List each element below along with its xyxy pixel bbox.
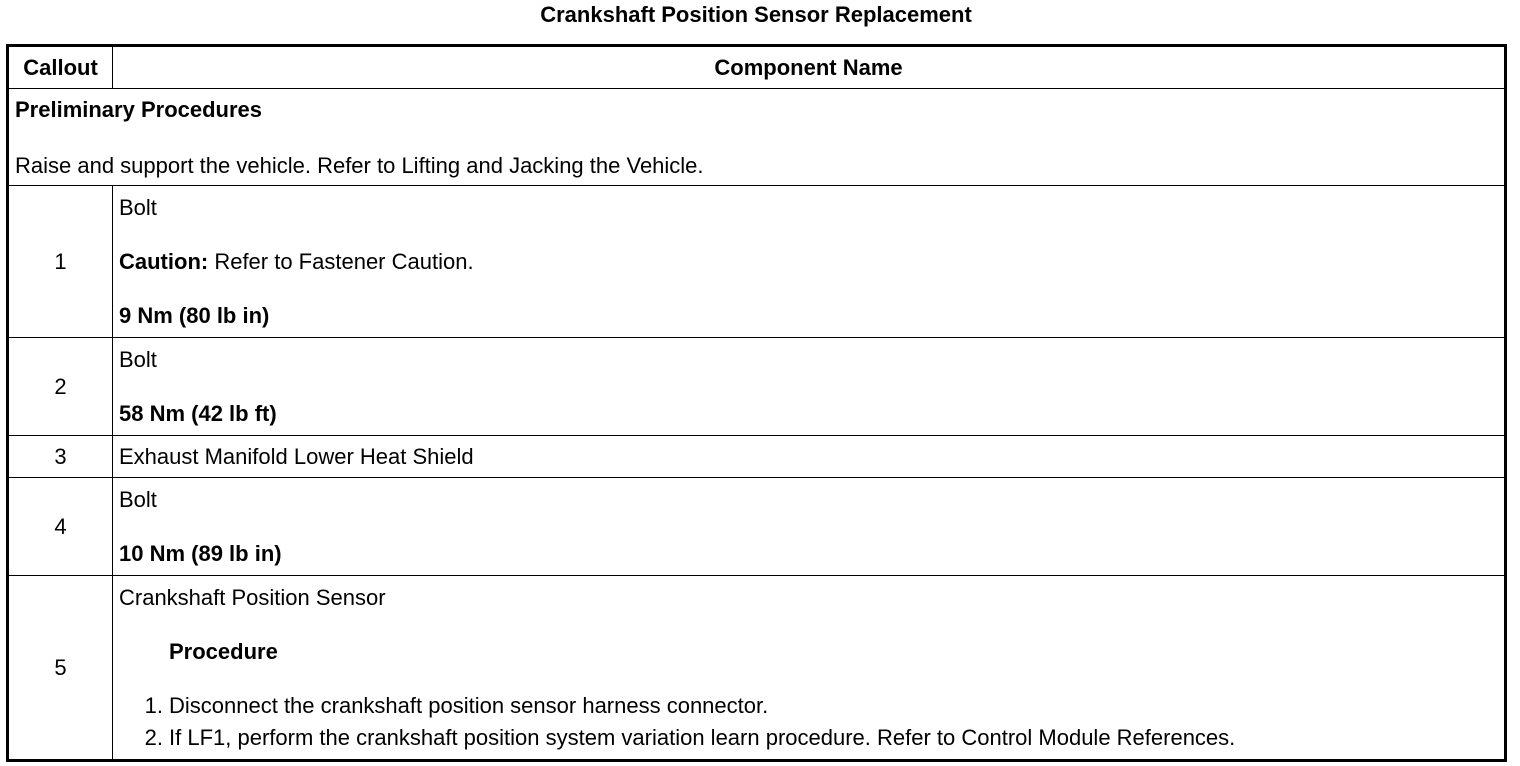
torque-spec: 9 Nm (80 lb in) (119, 302, 270, 328)
callout-header: Callout (8, 46, 113, 89)
component-cell (113, 576, 1506, 761)
component-name: Crankshaft Position Sensor (119, 584, 386, 610)
header-row (8, 46, 1506, 89)
step-text: If LF1, perform the crankshaft position system variation learn procedure. Refer to Control Module References. (169, 724, 1236, 750)
callout-cell: 4 (8, 478, 113, 576)
preliminary-row (8, 89, 1506, 186)
component-cell (113, 338, 1506, 436)
component-name: Exhaust Manifold Lower Heat Shield (119, 443, 474, 469)
torque-spec: 10 Nm (89 lb in) (119, 540, 282, 566)
callout-cell: 2 (8, 338, 113, 436)
page-title: Crankshaft Position Sensor Replacement (540, 2, 972, 27)
component-cell (113, 436, 1506, 478)
step-number: 1. (144, 692, 163, 718)
component-table (6, 44, 1507, 762)
component-cell (113, 186, 1506, 338)
component-name: Bolt (119, 346, 157, 372)
component-name: Bolt (119, 194, 157, 220)
caution-text: Refer to Fastener Caution. (208, 248, 474, 274)
torque-spec: 58 Nm (42 lb ft) (119, 400, 277, 426)
preliminary-heading: Preliminary Procedures (15, 97, 263, 122)
procedure-step (119, 693, 1498, 719)
component-name: Bolt (119, 486, 157, 512)
table-row (8, 478, 1506, 576)
callout-cell: 1 (8, 186, 113, 338)
component-name-header: Component Name (113, 46, 1506, 89)
component-cell (113, 478, 1506, 576)
table-row (8, 186, 1506, 338)
table-row (8, 576, 1506, 761)
caution-label: Caution: (119, 248, 209, 274)
callout-cell: 3 (8, 436, 113, 478)
procedure-heading: Procedure (169, 638, 278, 664)
procedure-step (119, 725, 1498, 751)
caution-note (119, 249, 1498, 275)
step-number: 2. (144, 724, 163, 750)
preliminary-text: Raise and support the vehicle. Refer to Lifting and Jacking the Vehicle. (15, 153, 704, 178)
table-row (8, 436, 1506, 478)
step-text: Disconnect the crankshaft position sensor harness connector. (169, 692, 769, 718)
table-row (8, 338, 1506, 436)
callout-cell: 5 (8, 576, 113, 761)
